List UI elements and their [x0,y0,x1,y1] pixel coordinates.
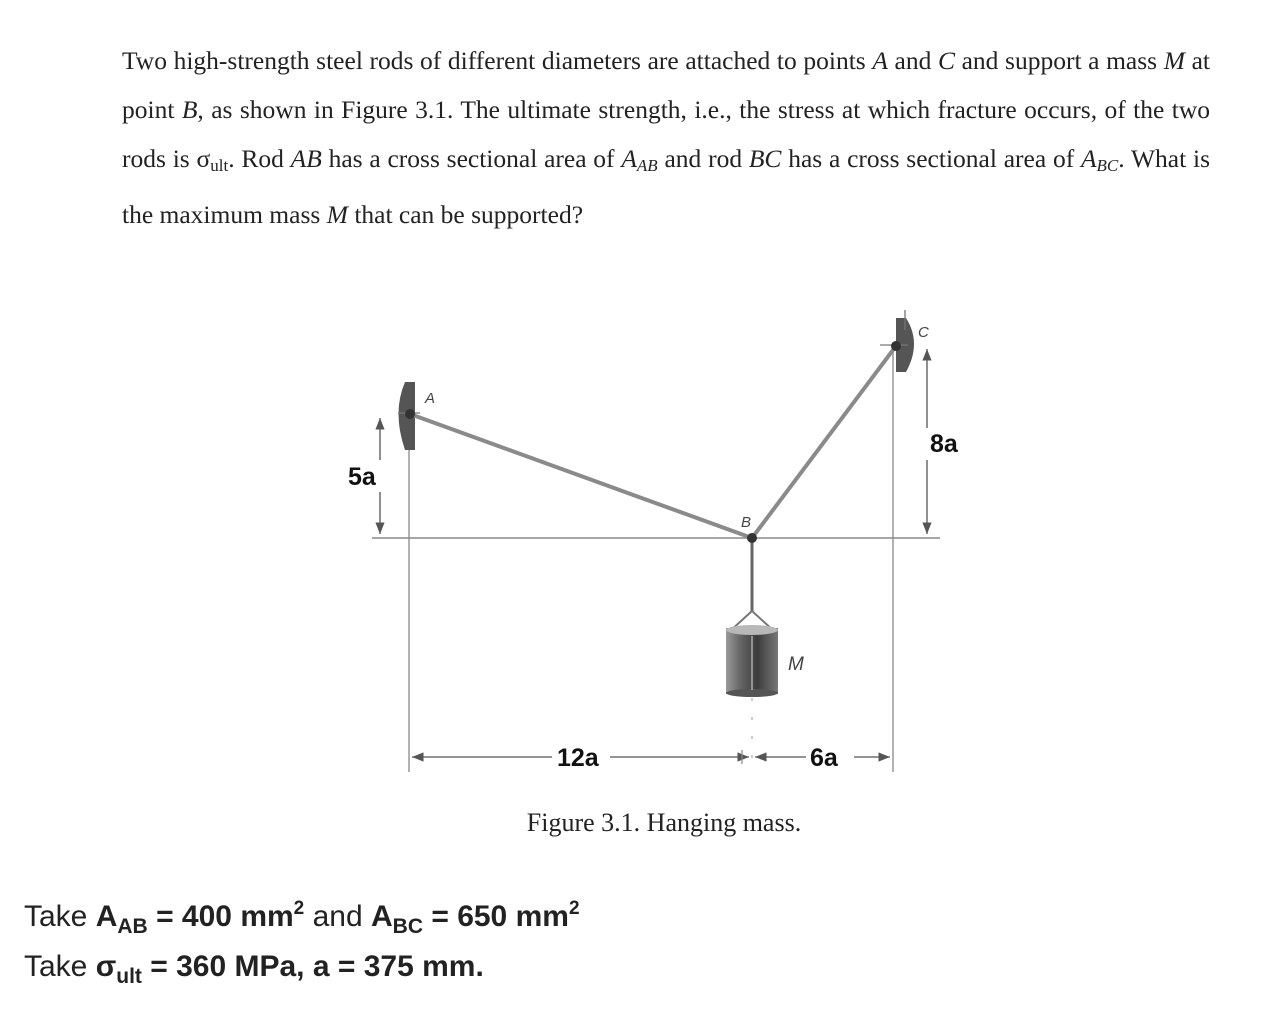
label-mass-M: M [788,654,804,675]
label-point-A: A [425,390,436,407]
mass-block [726,611,778,697]
joint-A [405,409,415,419]
joint-C [891,341,901,351]
label-point-B: B [741,514,752,531]
dim-label-5a: 5a [348,463,376,491]
joint-B [747,533,757,543]
dim-label-6a: 6a [810,744,838,772]
label-point-C: C [918,324,929,341]
dim-label-8a: 8a [930,430,958,458]
dim-label-12a: 12a [557,744,599,772]
rod-BC [752,346,896,538]
figure-caption: Figure 3.1. Hanging mass. [526,808,802,837]
given-areas: Take $A_{AB} = 400$ $mm^2$ and $A_{BC} = 650$ $mm^2$ [24,898,580,938]
given-stress-and-a: Take $\sigma_{ult} = 360$ MPa, a = 375 mm. [24,950,484,988]
problem-statement: Two high-strength steel rods of different diameters are attached to points A and C and support a mass M at point B, as shown in Figure 3.1. The ultimate strength, i.e., the stress at which fracture occurs, of the two rods is $\sigma_{ult}$. Rod AB has a cross sectional area of $A_{AB}$ and rod BC has a cross sectional area of $A_{BC}$. What is the maximum mass M that can be supported? [122,46,1210,229]
rod-AB [410,414,752,538]
